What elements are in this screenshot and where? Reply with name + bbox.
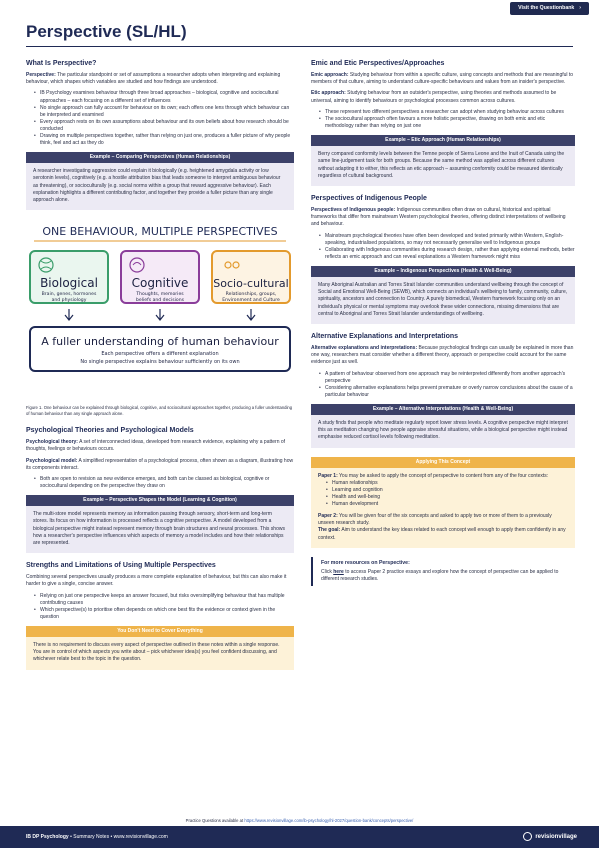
applying-heading: Applying This Concept <box>311 457 575 468</box>
example-alternative-interpretations <box>311 404 575 448</box>
example-indigenous-perspectives <box>311 266 575 324</box>
list-item: • Every approach rests on its own assumptions about behaviour and its own beliefs about how research should be conducted <box>34 119 294 133</box>
models-bullets <box>34 476 294 490</box>
list-item: • Which perspective(s) to prioritise often depends on which one best fits the evidence or context given in the question <box>34 607 294 621</box>
example-heading: Example – Comparing Perspectives (Human Relationships) <box>26 152 294 163</box>
what-definition: Perspective: The particular standpoint or set of assumptions a researcher adopts when interpreting and explaining behaviour, which shapes which variables are studied and how findings are understood. <box>26 72 281 86</box>
list-item: • IB Psychology examines behaviour through three broad approaches – biological, cognitive and sociocultural approaches – each focusing on a different set of influences <box>34 90 294 104</box>
arrow-down-icon <box>247 309 255 320</box>
diagram-heading: ONE BEHAVIOUR, MULTIPLE PERSPECTIVES <box>42 225 278 239</box>
biological-box <box>30 251 108 303</box>
paper1-text: Paper 1: You may be asked to apply the concept of perspective to content from any of the four contexts: <box>318 472 549 479</box>
arrow-down-icon <box>156 309 164 320</box>
example-etic-approach <box>311 135 575 186</box>
tip-heading: You Don't Need to Cover Everything <box>26 626 294 637</box>
practice-note: Practice Questions available at https://www.revisionvillage.com/ib-psychology/hl-2027/question-bank/concepts/perspective/ <box>185 818 414 823</box>
indigenous-heading: Perspectives of Indigenous People <box>311 194 427 202</box>
list-item: • Relying on just one perspective keeps an answer focused, but risks oversimplifying behaviour that has multiple contributing causes <box>34 593 294 607</box>
page-title: Perspective (SL/HL) <box>26 22 187 41</box>
title-divider <box>26 46 573 47</box>
resources-text: Click here to access Paper 2 practice essays and explore how the concept of perspective can be applied to different research studies. <box>321 568 559 583</box>
cognitive-sub2: beliefs and decisions <box>135 298 185 304</box>
left-column <box>26 60 294 679</box>
list-item: • Health and well-being <box>326 494 568 501</box>
tip-text: There is no requirement to discuss every aspect of perspective outlined in these notes within a single response. You are in control of which aspects you write about – pick whichever idea(s) you feel confident discussing, and whichever relate best to the topic in the question. <box>33 641 280 663</box>
what-bullets <box>34 90 294 147</box>
example-heading: Example – Perspective Shapes the Model (Learning & Cognition) <box>26 495 294 506</box>
example-heading: Example – Etic Approach (Human Relationships) <box>311 135 575 146</box>
arrow-down-icon <box>65 309 73 320</box>
strengths-text: Combining several perspectives usually produces a more complete explanation of behaviour, but this can also make it harder to give a single, concise answer. <box>26 574 287 588</box>
list-item: • These represent two different perspectives a researcher can adopt when studying behaviour across cultures <box>319 109 575 116</box>
list-item: • Human relationships <box>326 480 568 487</box>
indigenous-definition: Perspectives of Indigenous people: Indigenous communities often draw on cultural, historical and spiritual frameworks that differ from mainstream Western psychological theories, offering distinct interpretations of wellbeing and behaviour. <box>311 206 566 228</box>
footer-bar <box>0 826 599 848</box>
fuller-understanding-title: A fuller understanding of human behaviour <box>41 335 279 349</box>
example-heading: Example – Indigenous Perspectives (Health & Well-Being) <box>311 266 575 277</box>
model-definition: Psychological model: A simplified representation of a psychological process, often shown as a diagram, illustrating how its components interact. <box>26 457 294 471</box>
footer-text: IB DP Psychology • Summary Notes • www.revisionvillage.com <box>26 834 168 840</box>
questionbank-label: Visit the Questionbank <box>518 5 575 11</box>
cognitive-box <box>121 251 199 303</box>
footer-site-link[interactable]: www.revisionvillage.com <box>113 834 168 840</box>
fuller-understanding-sub2: No single perspective explains behaviour sufficiently on its own <box>80 359 240 366</box>
biological-sub1: Brain, genes, hormones <box>41 292 97 298</box>
strengths-bullets <box>34 593 294 621</box>
tip-box <box>26 626 294 670</box>
applying-concept-box <box>311 457 575 548</box>
example-text: Many Aboriginal Australian and Torres Strait Islander communities understand wellbeing through the concept of Social and Emotional Well-Being (SEWB), which connects an individual's wellbeing to family, community, culture, spirituality, ancestors and connection to Country. A purely biomedical, Western framework focusing only on an individual's physical or mental symptoms may overlook these wider connections, missing dimensions that are central to Aboriginal and Torres Strait Islander understandings of wellbeing. <box>318 281 568 317</box>
biological-sub2: and physiology <box>51 298 87 304</box>
example-comparing-perspectives <box>26 152 294 210</box>
cognitive-sub1: Thoughts, memories <box>136 292 184 298</box>
contexts-list <box>326 480 568 508</box>
sociocultural-box <box>212 251 290 303</box>
list-item: • Drawing on multiple perspectives together, rather than relying on just one, produces a fuller picture of why people think, feel and act as they do <box>34 133 294 147</box>
practice-link[interactable]: https://www.revisionvillage.com/ib-psychology/hl-2027/question-bank/concepts/perspective/ <box>244 818 414 823</box>
perspectives-diagram <box>26 221 294 396</box>
list-item: • A pattern of behaviour observed from one approach may be reinterpreted differently from another approach's perspective <box>319 371 575 385</box>
resources-link[interactable]: here <box>333 568 344 575</box>
goal-text: The goal: Aim to understand the key ideas related to each concept well enough to apply them confidently in any context. <box>318 527 566 541</box>
down-arrows <box>65 309 255 320</box>
models-heading: Psychological Theories and Psychological Models <box>26 427 194 435</box>
list-item: • No single approach can fully account for behaviour on its own; each offers one lens through which behaviour can be interpreted and examined <box>34 105 294 119</box>
example-perspective-shapes-model <box>26 495 294 553</box>
list-item: • The sociocultural approach often favours a more holistic perspective, drawing on both emic and etic methodology rather than relying on just one <box>319 116 575 130</box>
what-heading: What Is Perspective? <box>26 60 97 67</box>
resources-box <box>311 557 575 586</box>
example-text: The multi-store model represents memory as information passing through sensory, short-term and long-term stores. Its focus on how information is processed reflects a cognitive perspective. A model developed from a biological perspective might instead represent memory through brain structures and neural processes. This shows how a researcher's perspective influences which aspects of memory a model includes and how their relationships are represented. <box>33 511 285 546</box>
fuller-understanding-box <box>30 327 290 371</box>
right-column <box>311 60 575 586</box>
sociocultural-sub2: Environment and Culture <box>222 298 280 304</box>
alternative-heading: Alternative Explanations and Interpretations <box>311 332 459 340</box>
logo-icon <box>523 832 532 841</box>
cognitive-title: Cognitive <box>131 276 189 291</box>
visit-questionbank-button[interactable] <box>510 2 589 15</box>
strengths-heading: Strengths and Limitations of Using Multiple Perspectives <box>26 562 216 570</box>
list-item: • Considering alternative explanations helps prevent premature or overly narrow conclusions about the cause of a particular behaviour <box>319 385 575 399</box>
emic-etic-heading: Emic and Etic Perspectives/Approaches <box>311 60 445 67</box>
theory-definition: Psychological theory: A set of interconnected ideas, developed from research evidence, explaining why a pattern of thoughts, feelings or behaviours occurs. <box>26 439 286 453</box>
paper2-text: Paper 2: You will be given four of the six concepts and asked to apply two or more of them to a previously unseen research study. <box>318 513 552 527</box>
list-item: • Learning and cognition <box>326 487 568 494</box>
revisionvillage-logo[interactable]: revisionvillage <box>523 832 577 842</box>
example-text: A study finds that people who meditate regularly report lower stress levels. A cognitive perspective might interpret this as meditation changing how people appraise stressful situations, while a biological perspective might instead emphasise reduced cortisol levels following meditation. <box>318 419 568 441</box>
top-bar <box>0 0 599 16</box>
figure-caption: Figure 1. One behaviour can be explained through biological, cognitive, and sociocultural approaches together, producing a fuller understanding of human behaviour than any single approach alone. <box>26 405 293 417</box>
sociocultural-sub1: Relationships, groups, <box>225 292 277 298</box>
biological-title: Biological <box>40 276 98 291</box>
fuller-understanding-sub1: Each perspective offers a different explanation <box>101 351 219 358</box>
sociocultural-title: Socio-cultural <box>213 277 289 291</box>
etic-definition: Etic approach: Studying behaviour from an outsider's perspective, using theories and methods assumed to be universal, aiming to identify behaviours or psychological processes common across cultures. <box>311 90 557 104</box>
emic-etic-bullets <box>319 109 575 130</box>
indigenous-bullets <box>319 233 575 261</box>
alternative-bullets <box>319 371 575 399</box>
list-item: • Both are open to revision as new evidence emerges, and both can be classed as biological, cognitive or sociocultural depending on the perspective they draw on <box>34 476 294 490</box>
example-text: Berry compared conformity levels between the Temne people of Sierra Leone and the Inuit of Canada using the same line-judgement task for both groups. Because the same method was applied across different cultures without adapting it to either, this reflects an etic approach – assuming conformity could be measured identically regardless of cultural background. <box>318 151 565 179</box>
list-item: • Mainstream psychological theories have often been developed and tested primarily within Western, English-speaking, industrialised populations, so may not necessarily generalise well to Indigenous groups <box>319 233 575 247</box>
resources-heading: For more resources on Perspective: <box>321 559 410 566</box>
emic-definition: Emic approach: Studying behaviour from within a specific culture, using concepts and methods that are meaningful to members of that culture, aiming to understand culture-specific behaviours and values from an insider's perspective. <box>311 72 574 86</box>
example-heading: Example – Alternative Interpretations (Health & Well-Being) <box>311 404 575 415</box>
alternative-definition: Alternative explanations and interpretations: Because psychological findings can usually be explained in more than one way, researchers must consider whether a different theory, approach or perspective could account for the same evidence just as well. <box>311 344 574 366</box>
list-item: • Human development <box>326 501 568 508</box>
example-text: A researcher investigating aggression could explain it biologically (e.g. heightened amygdala activity or low serotonin levels), cognitively (e.g. a hostile attribution bias that leads someone to interpret ambiguous behaviour as threatening), or socioculturally (e.g. social norms within a group that reward aggressive behaviour). Each explanation highlights a different contributing factor, and together they provide a fuller picture than any single approach alone. <box>33 168 281 203</box>
list-item: • Collaborating with Indigenous communities during research design, rather than applying external methods, better reflects an emic approach and can reveal explanations a Western framework might miss <box>319 247 575 261</box>
chevron-right-icon: › <box>579 5 581 11</box>
